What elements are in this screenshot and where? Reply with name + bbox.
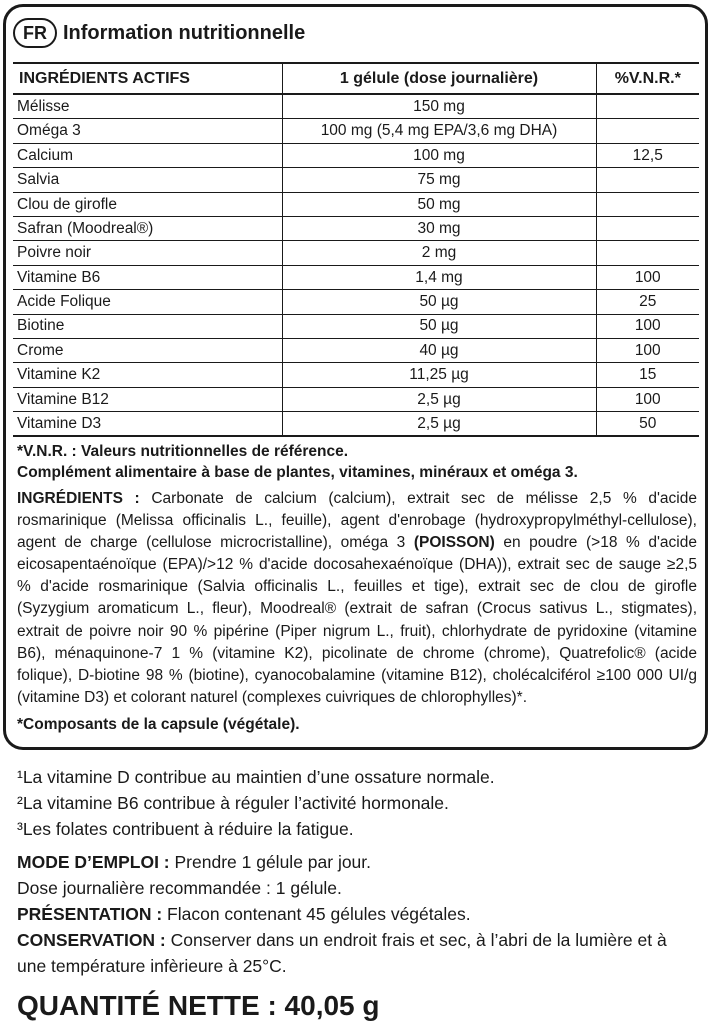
table-row bbox=[13, 314, 699, 338]
table-row bbox=[13, 338, 699, 362]
ingredients-label: INGRÉDIENTS : bbox=[17, 490, 140, 507]
table-row bbox=[13, 363, 699, 387]
column-header-ingredient: INGRÉDIENTS ACTIFS bbox=[13, 63, 282, 94]
notes-section bbox=[17, 441, 697, 735]
ingredient-name-cell: Clou de girofle bbox=[13, 192, 282, 216]
table-row bbox=[13, 143, 699, 167]
ingredient-name-cell: Acide Folique bbox=[13, 290, 282, 314]
vnr-cell: 12,5 bbox=[596, 143, 699, 167]
vnr-cell bbox=[596, 216, 699, 240]
nutrition-table bbox=[13, 62, 699, 437]
table-row bbox=[13, 168, 699, 192]
column-header-vnr: %V.N.R.* bbox=[596, 63, 699, 94]
table-row bbox=[13, 387, 699, 411]
vnr-cell: 100 bbox=[596, 314, 699, 338]
health-claims bbox=[17, 764, 697, 842]
dose-cell: 2 mg bbox=[282, 241, 596, 265]
ingredient-name-cell: Mélisse bbox=[13, 94, 282, 119]
dose-cell: 30 mg bbox=[282, 216, 596, 240]
vnr-cell: 100 bbox=[596, 338, 699, 362]
panel-header bbox=[13, 14, 305, 52]
presentation bbox=[17, 901, 697, 927]
table-header-row bbox=[13, 63, 699, 94]
conservation bbox=[17, 927, 697, 979]
table-row bbox=[13, 265, 699, 289]
ingredient-name-cell: Safran (Moodreal®) bbox=[13, 216, 282, 240]
panel-title: Information nutritionnelle bbox=[63, 21, 306, 44]
dose-cell: 40 µg bbox=[282, 338, 596, 362]
vnr-cell bbox=[596, 94, 699, 119]
mode-text: Prendre 1 gélule par jour. bbox=[169, 852, 372, 872]
claim-vitamin-b6: ²La vitamine B6 contribue à réguler l’activité hormonale. bbox=[17, 793, 449, 813]
table-row bbox=[13, 290, 699, 314]
ingredient-name-cell: Salvia bbox=[13, 168, 282, 192]
dose-cell: 50 mg bbox=[282, 192, 596, 216]
ingredients-text-part1: Carbonate de calcium (calcium), extrait sec de mélisse 2,5 % d'acide rosmarinique (Melissa officinalis L., feuille), agent d'enrobage (hydroxypropylméthyl-cellulose), agent de charge (cellulose microcristalline), oméga 3 bbox=[17, 490, 697, 552]
capsule-note: *Composants de la capsule (végétale). bbox=[17, 715, 300, 733]
ingredient-name-cell: Oméga 3 bbox=[13, 119, 282, 143]
vnr-cell bbox=[596, 192, 699, 216]
table-row bbox=[13, 412, 699, 437]
mode-label: MODE D’EMPLOI : bbox=[17, 852, 170, 872]
presentation-label: PRÉSENTATION : bbox=[17, 904, 163, 924]
vnr-cell bbox=[596, 119, 699, 143]
ingredient-name-cell: Crome bbox=[13, 338, 282, 362]
conservation-text: Conserver dans un endroit frais et sec, à l’abri de la lumière et à une température infèrieure à 25°C. bbox=[17, 930, 667, 976]
vnr-cell: 100 bbox=[596, 387, 699, 411]
dose-cell: 2,5 µg bbox=[282, 412, 596, 437]
ingredient-name-cell: Calcium bbox=[13, 143, 282, 167]
vnr-cell bbox=[596, 241, 699, 265]
net-quantity: QUANTITÉ NETTE : 40,05 g bbox=[17, 990, 380, 1021]
dose-cell: 50 µg bbox=[282, 314, 596, 338]
daily-dose: Dose journalière recommandée : 1 gélule. bbox=[17, 878, 342, 898]
dose-cell: 75 mg bbox=[282, 168, 596, 192]
ingredient-name-cell: Vitamine B6 bbox=[13, 265, 282, 289]
claim-vitamin-d: ¹La vitamine D contribue au maintien d’une ossature normale. bbox=[17, 767, 495, 787]
dose-cell: 11,25 µg bbox=[282, 363, 596, 387]
ingredients-text-part2: en poudre (>18 % d'acide eicosapentaénoïque (EPA)/>12 % d'acide docosahexaénoïque (DHA)), extrait sec de sauge ≥2,5 % d'acide rosmarinique (Salvia officinalis L., feuilles et tige), extrait sec de clou de girofle (Syzygium aromaticum L., fleur), Moodreal® (extrait de safran (Crocus sativus L., stigmates), extrait de poivre noir 90 % pipérine (Piper nigrum L., fruit), chlorhydrate de pyridoxine (vitamine B6), ménaquinone-7 1 % (vitamine K2), picolinate de chrome (chrome), Quatrefolic® (acide folique), D-biotine 98 % (biotine), cyanocobalamine (vitamine B12), cholécalciférol ≥100 000 UI/g (vitamine D3) et colorant naturel (complexes cuivriques de chlorophylles)*. bbox=[17, 534, 697, 706]
ingredients-paragraph bbox=[17, 488, 697, 709]
table-row bbox=[13, 216, 699, 240]
vnr-definition: *V.N.R. : Valeurs nutritionnelles de référence. bbox=[17, 443, 349, 460]
dose-cell: 1,4 mg bbox=[282, 265, 596, 289]
dose-cell: 50 µg bbox=[282, 290, 596, 314]
dose-cell: 150 mg bbox=[282, 94, 596, 119]
vnr-cell bbox=[596, 168, 699, 192]
supplement-description: Complément alimentaire à base de plantes, vitamines, minéraux et oméga 3. bbox=[17, 464, 578, 481]
mode-emploi bbox=[17, 849, 697, 875]
table-row bbox=[13, 241, 699, 265]
ingredient-name-cell: Biotine bbox=[13, 314, 282, 338]
dose-cell: 100 mg (5,4 mg EPA/3,6 mg DHA) bbox=[282, 119, 596, 143]
table-row bbox=[13, 119, 699, 143]
vnr-cell: 25 bbox=[596, 290, 699, 314]
dose-cell: 2,5 µg bbox=[282, 387, 596, 411]
vnr-cell: 100 bbox=[596, 265, 699, 289]
conservation-label: CONSERVATION : bbox=[17, 930, 166, 950]
allergen-fish: (POISSON) bbox=[413, 534, 495, 552]
claim-folates: ³Les folates contribuent à réduire la fatigue. bbox=[17, 819, 354, 839]
language-badge: FR bbox=[13, 18, 57, 48]
table-row bbox=[13, 192, 699, 216]
table-row bbox=[13, 94, 699, 119]
usage-section bbox=[17, 849, 697, 979]
ingredient-name-cell: Vitamine B12 bbox=[13, 387, 282, 411]
column-header-dose: 1 gélule (dose journalière) bbox=[282, 63, 596, 94]
ingredient-name-cell: Poivre noir bbox=[13, 241, 282, 265]
presentation-text: Flacon contenant 45 gélules végétales. bbox=[162, 904, 471, 924]
ingredient-name-cell: Vitamine K2 bbox=[13, 363, 282, 387]
dose-cell: 100 mg bbox=[282, 143, 596, 167]
ingredient-name-cell: Vitamine D3 bbox=[13, 412, 282, 437]
vnr-cell: 15 bbox=[596, 363, 699, 387]
vnr-cell: 50 bbox=[596, 412, 699, 437]
